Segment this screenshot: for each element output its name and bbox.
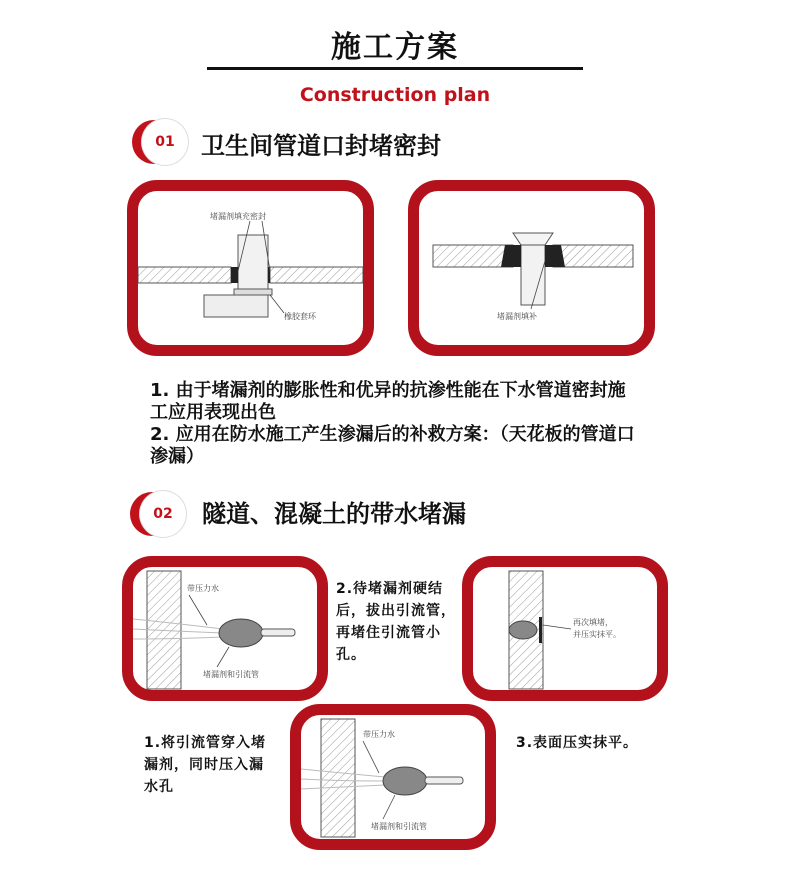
pipe-seal-diagram-a [138, 191, 363, 345]
section-2-title: 隧道、混凝土的带水堵漏 [202, 500, 466, 528]
section-2-diagram-3 [290, 704, 496, 850]
diagram-1-label-bottom: 堵漏剂和引流管 [203, 670, 259, 679]
section-2-number: 02 [153, 506, 173, 522]
step-1-text [144, 732, 284, 798]
diagram-3-label-bottom: 堵漏剂和引流管 [371, 822, 427, 831]
section-1-description [150, 380, 710, 468]
step-3-text [516, 732, 676, 754]
diagram-2-label-line1: 再次填堵， [573, 618, 613, 627]
section-1-number: 01 [155, 134, 175, 150]
section-1-title: 卫生间管道口封堵密封 [201, 132, 441, 160]
section-1-diagram-b [408, 180, 655, 356]
step-line: 1.将引流管穿入堵 [144, 735, 267, 751]
step-line: 3.表面压实抹平。 [516, 735, 639, 751]
section-2-diagram-1 [122, 556, 328, 701]
description-line: 1. 由于堵漏剂的膨胀性和优异的抗渗性能在下水管道密封施 [150, 380, 626, 401]
diagram-1-label-top: 带压力水 [187, 584, 219, 593]
step-line: 2.待堵漏剂硬结 [336, 581, 444, 597]
description-line: 渗漏） [150, 446, 204, 467]
description-line: 工应用表现出色 [150, 402, 276, 423]
pipe-seal-diagram-b [419, 191, 644, 345]
page-subtitle: Construction plan [299, 84, 491, 106]
diagram-a-label-bottom: 橡胶套环 [284, 312, 316, 321]
section-2-diagram-2 [462, 556, 668, 701]
diagram-2-label-line2: 并压实抹平。 [573, 630, 621, 639]
section-1-diagram-a [127, 180, 374, 356]
step-line: 水孔 [144, 779, 174, 795]
step-line: 再堵住引流管小 [336, 625, 441, 641]
water-leak-diagram-1 [133, 567, 317, 690]
step-line: 孔。 [336, 647, 366, 663]
diagram-b-label-bottom: 堵漏剂填补 [497, 312, 537, 321]
step-line: 后，拔出引流管， [336, 603, 456, 619]
water-leak-diagram-3 [301, 715, 485, 839]
water-leak-diagram-2 [473, 567, 657, 690]
page-title: 施工方案 [331, 30, 459, 65]
diagram-a-label-top: 堵漏剂填充密封 [210, 212, 266, 221]
diagram-3-label-top: 带压力水 [363, 730, 395, 739]
description-line: 2. 应用在防水施工产生渗漏后的补救方案：（天花板的管道口 [150, 424, 635, 445]
step-2-text [336, 578, 468, 666]
step-line: 漏剂，同时压入漏 [144, 757, 264, 773]
title-underline [207, 67, 583, 70]
